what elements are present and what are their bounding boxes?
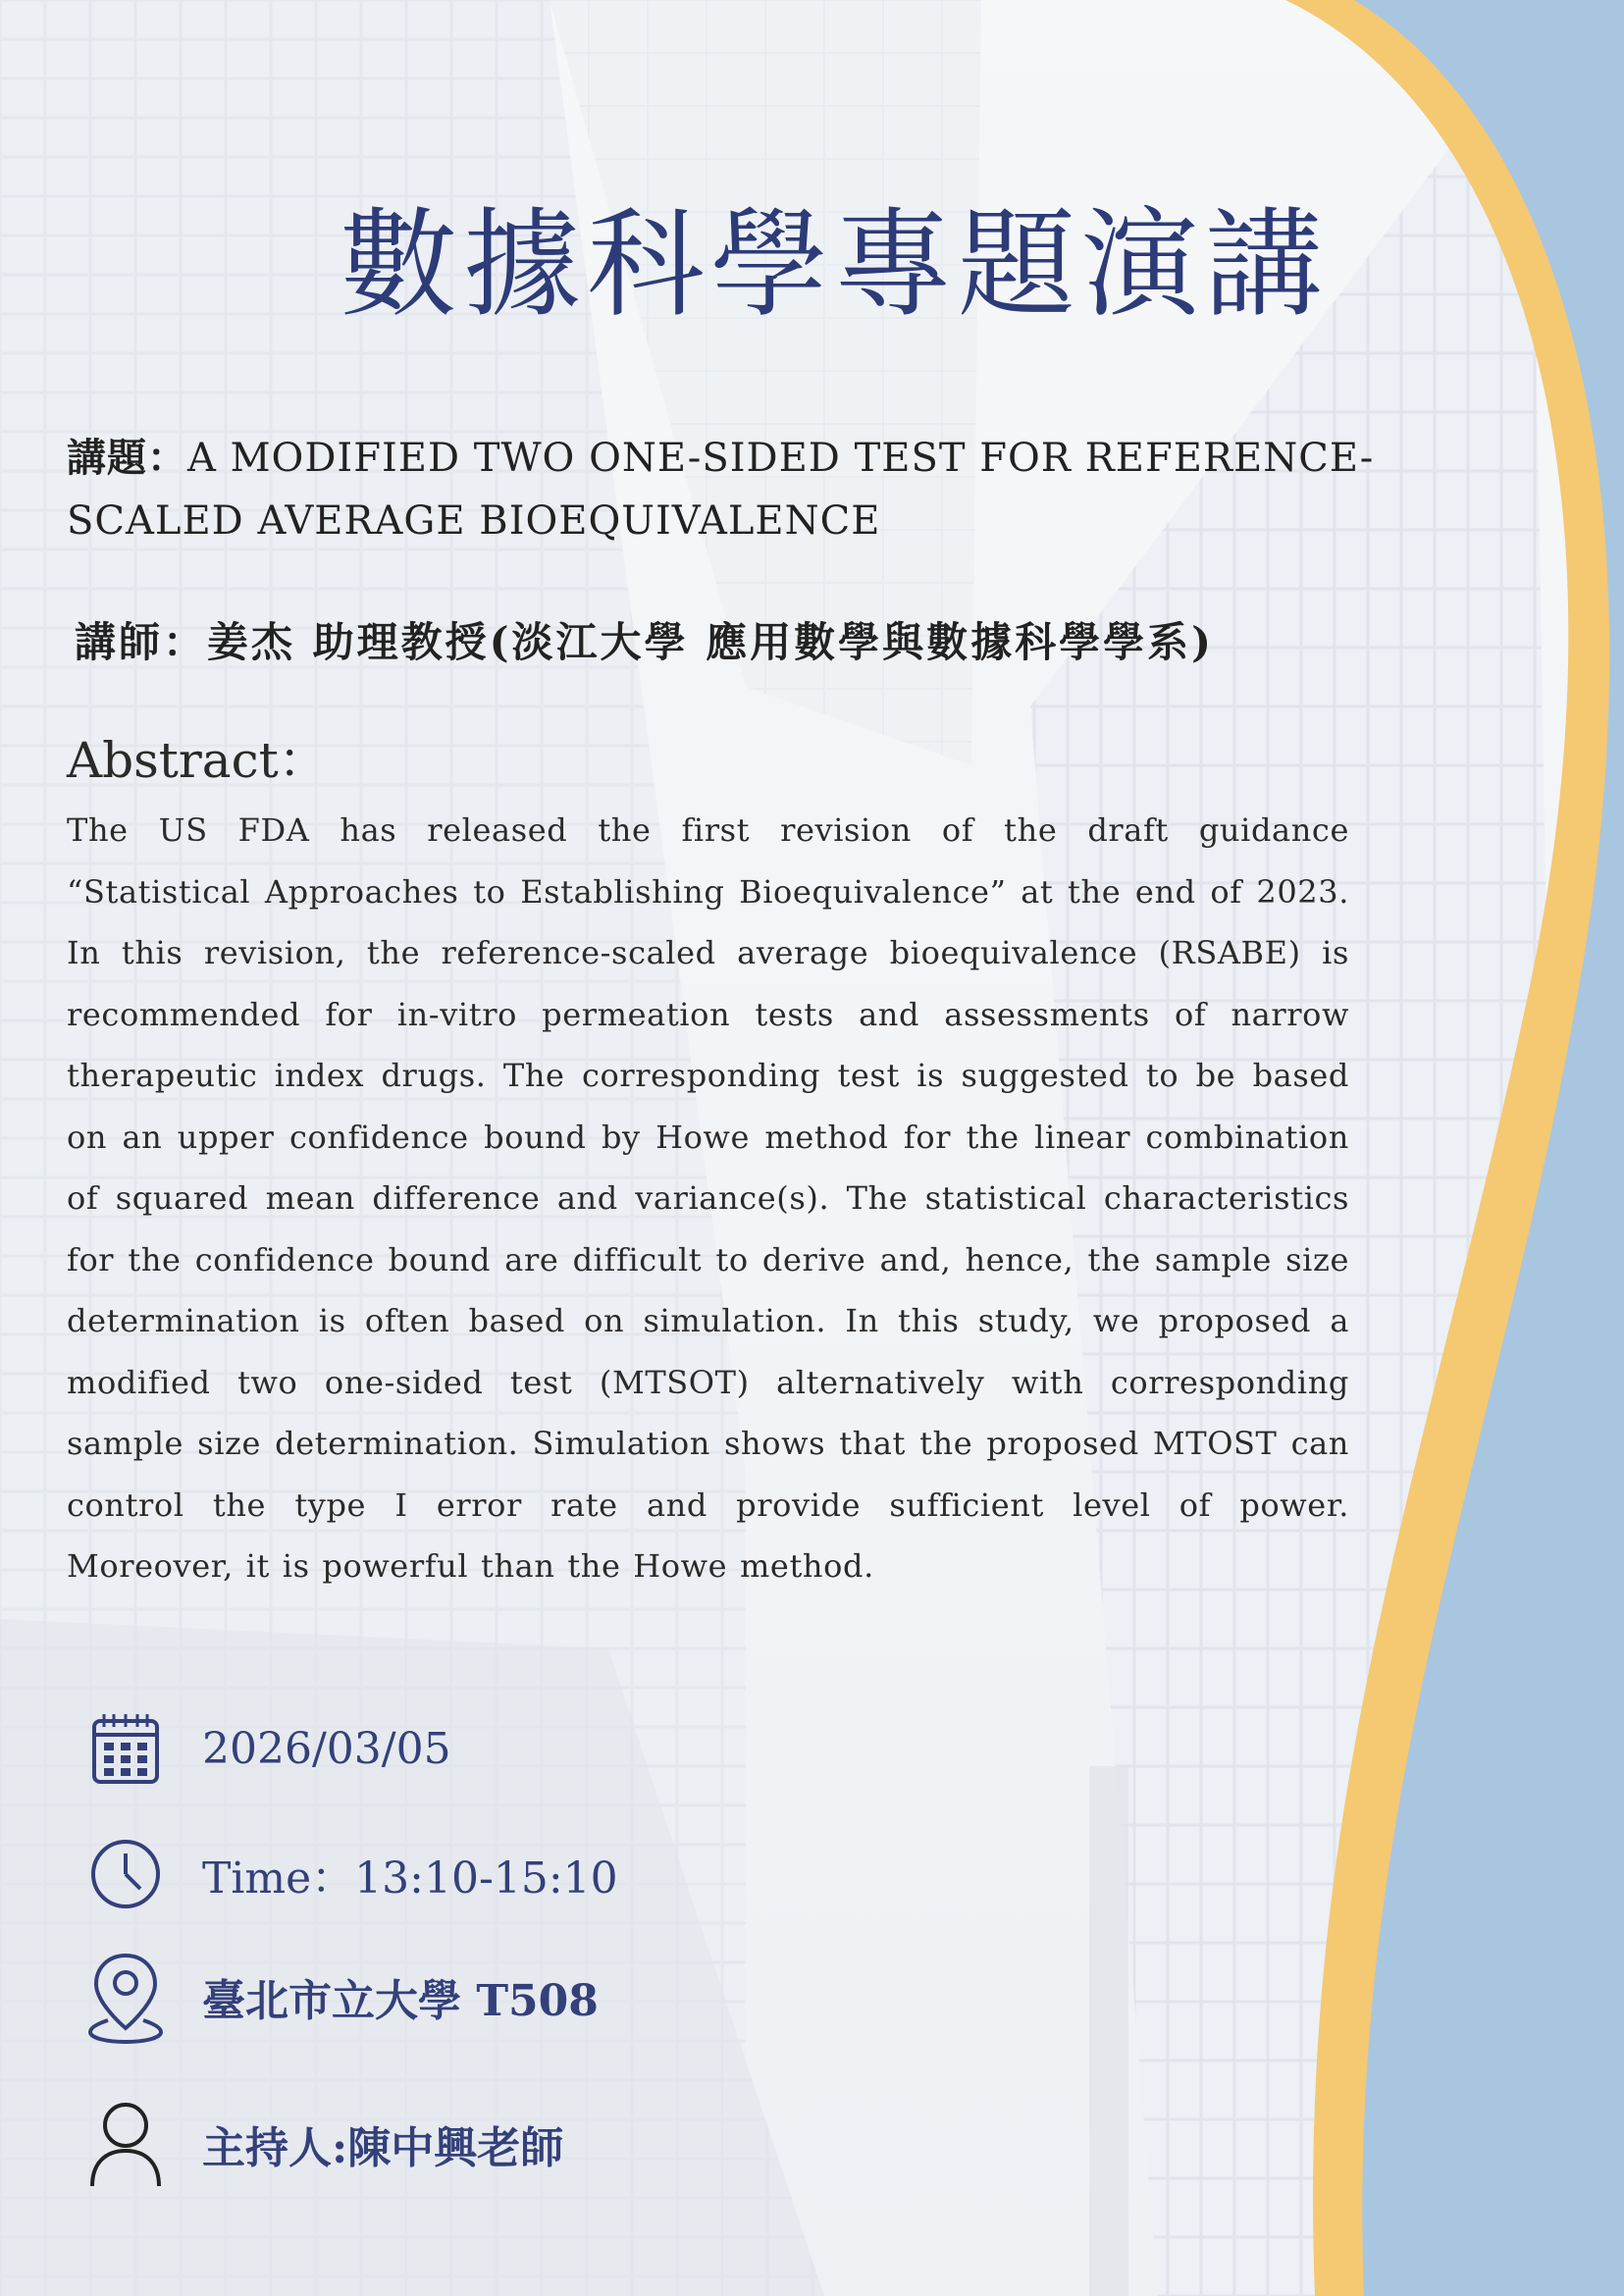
location-pin-icon — [86, 1957, 165, 2036]
place-row — [86, 1957, 599, 2036]
abstract-heading: Abstract： — [67, 732, 328, 789]
clock-icon — [86, 1835, 165, 1913]
time-text: Time：13:10-15:10 — [202, 1853, 618, 1904]
host-text: 主持人:陳中興老師 — [202, 2123, 564, 2173]
place-text: 臺北市立大學 T508 — [202, 1976, 599, 2026]
host-row — [86, 2105, 564, 2183]
date-row — [86, 1709, 451, 1788]
topic-text: A MODIFIED TWO ONE-SIDED TEST FOR REFERENCE-SCALED AVERAGE BIOEQUIVALENCE — [67, 436, 1375, 544]
speaker: 講師：姜杰 助理教授(淡江大學 應用數學與數據科學學系) — [75, 618, 1214, 666]
time-row — [86, 1835, 618, 1913]
calendar-icon — [86, 1709, 165, 1788]
topic-label: 講題： — [67, 435, 187, 481]
date-text: 2026/03/05 — [202, 1723, 451, 1774]
topic — [67, 427, 1431, 552]
abstract-body: The US FDA has released the first revision of the draft guidance “Statistical Approaches to Establishing Bioequivalence” at the end of 2023. In this revision, the reference-scaled average bioequivalence (RSABE) is recommended for in-vitro permeation tests and assessments of narrow therapeutic index drugs. The corresponding test is suggested to be based on an upper confidence bound by Howe method for the linear combination of squared mean difference and variance(s). The statistical characteristics for the confidence bound are difficult to derive and, hence, the sample size determination is often based on simulation. In this study, we proposed a modified two one-sided test (MTSOT) alternatively with corresponding sample size determination. Simulation shows that the proposed MTOST can control the type I error rate and provide sufficient level of power. Moreover, it is powerful than the Howe method. — [67, 811, 1349, 1585]
poster-title: 數據科學專題演講 — [340, 197, 1329, 334]
person-icon — [86, 2105, 165, 2183]
